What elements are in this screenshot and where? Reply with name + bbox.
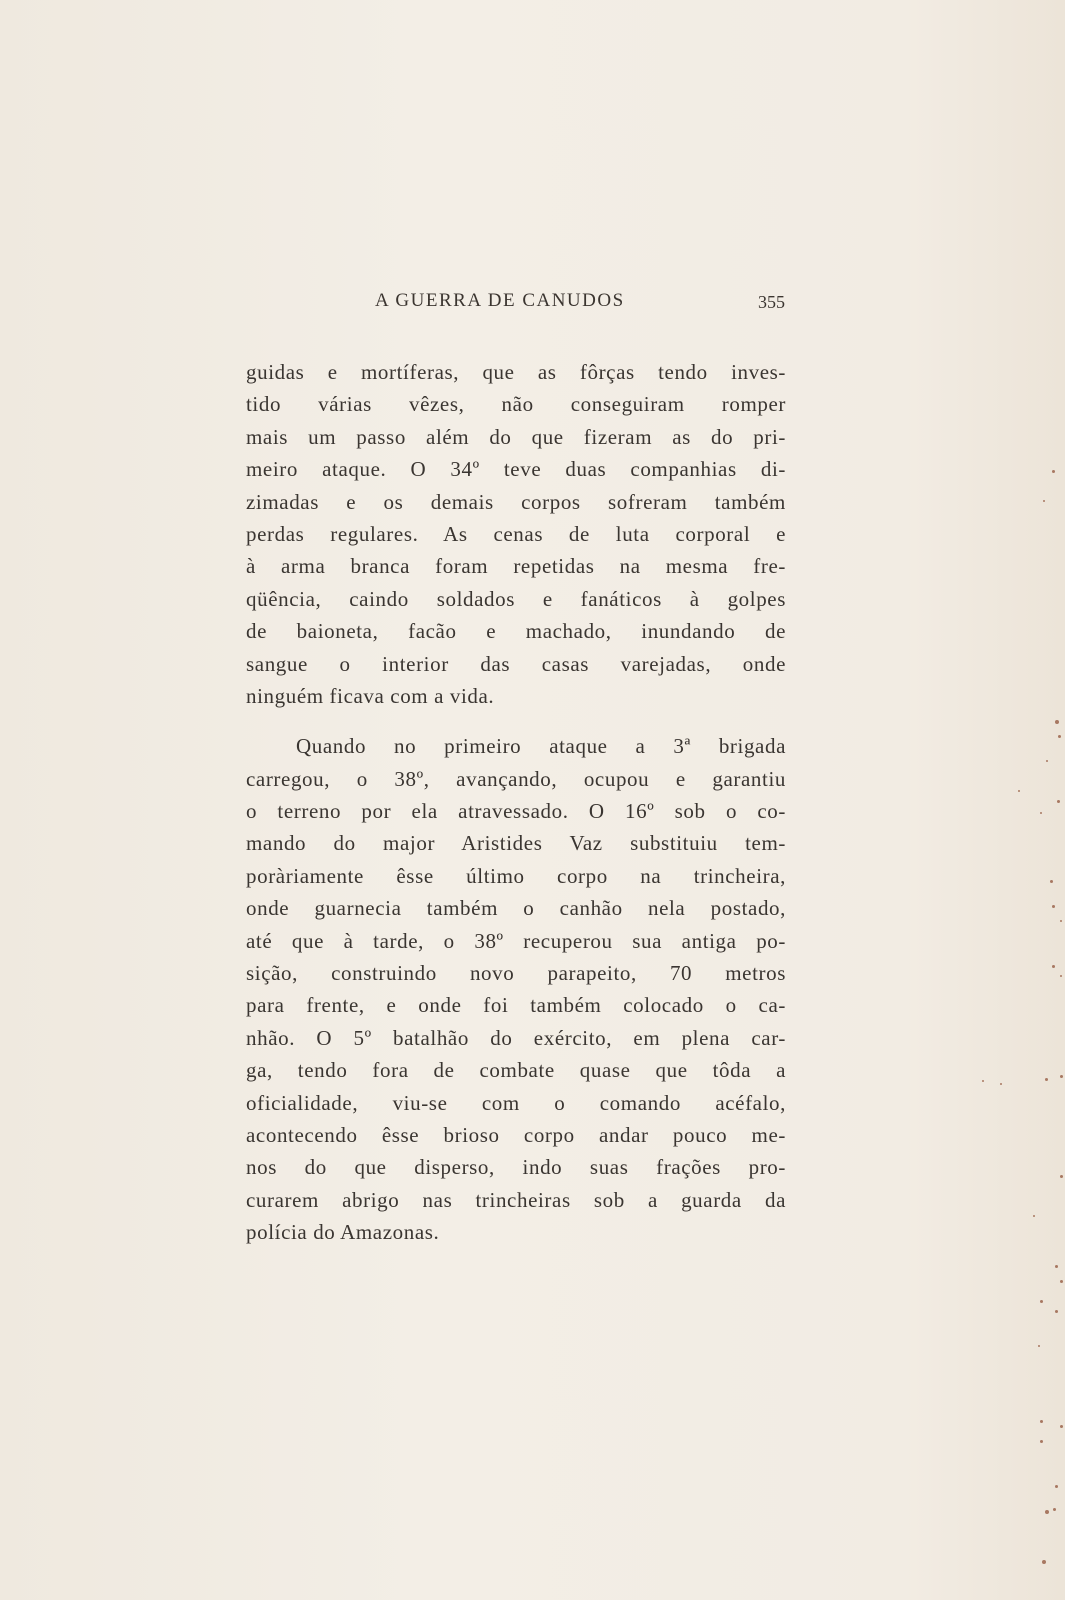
body-text bbox=[246, 356, 786, 1249]
text-line: zimadas e os demais corpos sofreram também bbox=[246, 489, 786, 514]
foxing-spot bbox=[1043, 500, 1045, 502]
text-line: até que à tarde, o 38º recuperou sua antiga po- bbox=[246, 928, 786, 953]
foxing-spot bbox=[1060, 1425, 1063, 1428]
foxing-spot bbox=[982, 1080, 984, 1082]
foxing-spot bbox=[1045, 1078, 1048, 1081]
text-line: de baioneta, facão e machado, inundando de bbox=[246, 619, 786, 644]
foxing-spot bbox=[1018, 790, 1020, 792]
foxing-spot bbox=[1055, 1265, 1058, 1268]
text-line: sangue o interior das casas varejadas, onde bbox=[246, 651, 786, 676]
text-line: meiro ataque. O 34º teve duas companhias di- bbox=[246, 457, 786, 482]
foxing-spot bbox=[1060, 1175, 1063, 1178]
text-line: nhão. O 5º batalhão do exército, em plena car- bbox=[246, 1025, 786, 1050]
running-title: A GUERRA DE CANUDOS bbox=[375, 290, 625, 311]
text-line: mando do major Aristides Vaz substituiu tem- bbox=[246, 831, 786, 856]
foxing-spot bbox=[1055, 1310, 1058, 1313]
text-line: poràriamente êsse último corpo na trincheira, bbox=[246, 863, 786, 888]
foxing-spot bbox=[1038, 1345, 1040, 1347]
foxing-spot bbox=[1060, 975, 1062, 977]
foxing-spot bbox=[1060, 1075, 1063, 1078]
foxing-spot bbox=[1046, 760, 1048, 762]
text-line: polícia do Amazonas. bbox=[246, 1220, 440, 1245]
text-line: tido várias vêzes, não conseguiram romper bbox=[246, 392, 786, 417]
foxing-spot bbox=[1042, 1560, 1046, 1564]
foxing-spot bbox=[1052, 470, 1055, 473]
text-line: onde guarnecia também o canhão nela postado, bbox=[246, 896, 786, 921]
foxing-spot bbox=[1033, 1215, 1035, 1217]
text-line: ninguém ficava com a vida. bbox=[246, 683, 495, 708]
paragraph-gap bbox=[246, 712, 786, 730]
foxing-spot bbox=[1040, 812, 1042, 814]
foxing-spot bbox=[1040, 1420, 1043, 1423]
text-line: acontecendo êsse brioso corpo andar pouco me- bbox=[246, 1122, 786, 1147]
text-line: qüência, caindo soldados e fanáticos à golpes bbox=[246, 586, 786, 611]
text-line: carregou, o 38º, avançando, ocupou e garantiu bbox=[246, 766, 786, 791]
text-line: para frente, e onde foi também colocado o ca- bbox=[246, 993, 786, 1018]
foxing-spot bbox=[1052, 965, 1055, 968]
text-line: perdas regulares. As cenas de luta corporal e bbox=[246, 521, 786, 546]
foxing-spot bbox=[1040, 1440, 1043, 1443]
text-line: nos do que disperso, indo suas frações pro- bbox=[246, 1155, 786, 1180]
foxing-spot bbox=[1050, 880, 1053, 883]
text-line: Quando no primeiro ataque a 3ª brigada bbox=[296, 734, 786, 759]
text-line: sição, construindo novo parapeito, 70 metros bbox=[246, 961, 786, 986]
running-head bbox=[245, 290, 785, 316]
text-line: curarem abrigo nas trincheiras sob a guarda da bbox=[246, 1187, 786, 1212]
foxing-spot bbox=[1040, 1300, 1043, 1303]
foxing-spot bbox=[1052, 905, 1055, 908]
foxing-spot bbox=[1058, 735, 1061, 738]
text-line: ga, tendo fora de combate quase que tôda a bbox=[246, 1058, 786, 1083]
text-line: à arma branca foram repetidas na mesma fre- bbox=[246, 554, 786, 579]
foxing-spot bbox=[1000, 1083, 1002, 1085]
page-number: 355 bbox=[758, 292, 785, 312]
paragraph-1 bbox=[246, 356, 786, 712]
text-line: oficialidade, viu-se com o comando acéfalo, bbox=[246, 1090, 786, 1115]
text-line: mais um passo além do que fizeram as do pri- bbox=[246, 424, 786, 449]
foxing-spot bbox=[1060, 1280, 1063, 1283]
text-line: o terreno por ela atravessado. O 16º sob o co- bbox=[246, 799, 786, 824]
paragraph-2 bbox=[246, 730, 786, 1248]
text-line: guidas e mortíferas, que as fôrças tendo inves- bbox=[246, 360, 786, 384]
foxing-spot bbox=[1055, 1485, 1058, 1488]
foxing-spot bbox=[1045, 1510, 1049, 1514]
foxing-spot bbox=[1055, 720, 1059, 724]
foxing-spot bbox=[1053, 1508, 1056, 1511]
foxing-spot bbox=[1060, 920, 1062, 922]
foxing-spot bbox=[1057, 800, 1060, 803]
